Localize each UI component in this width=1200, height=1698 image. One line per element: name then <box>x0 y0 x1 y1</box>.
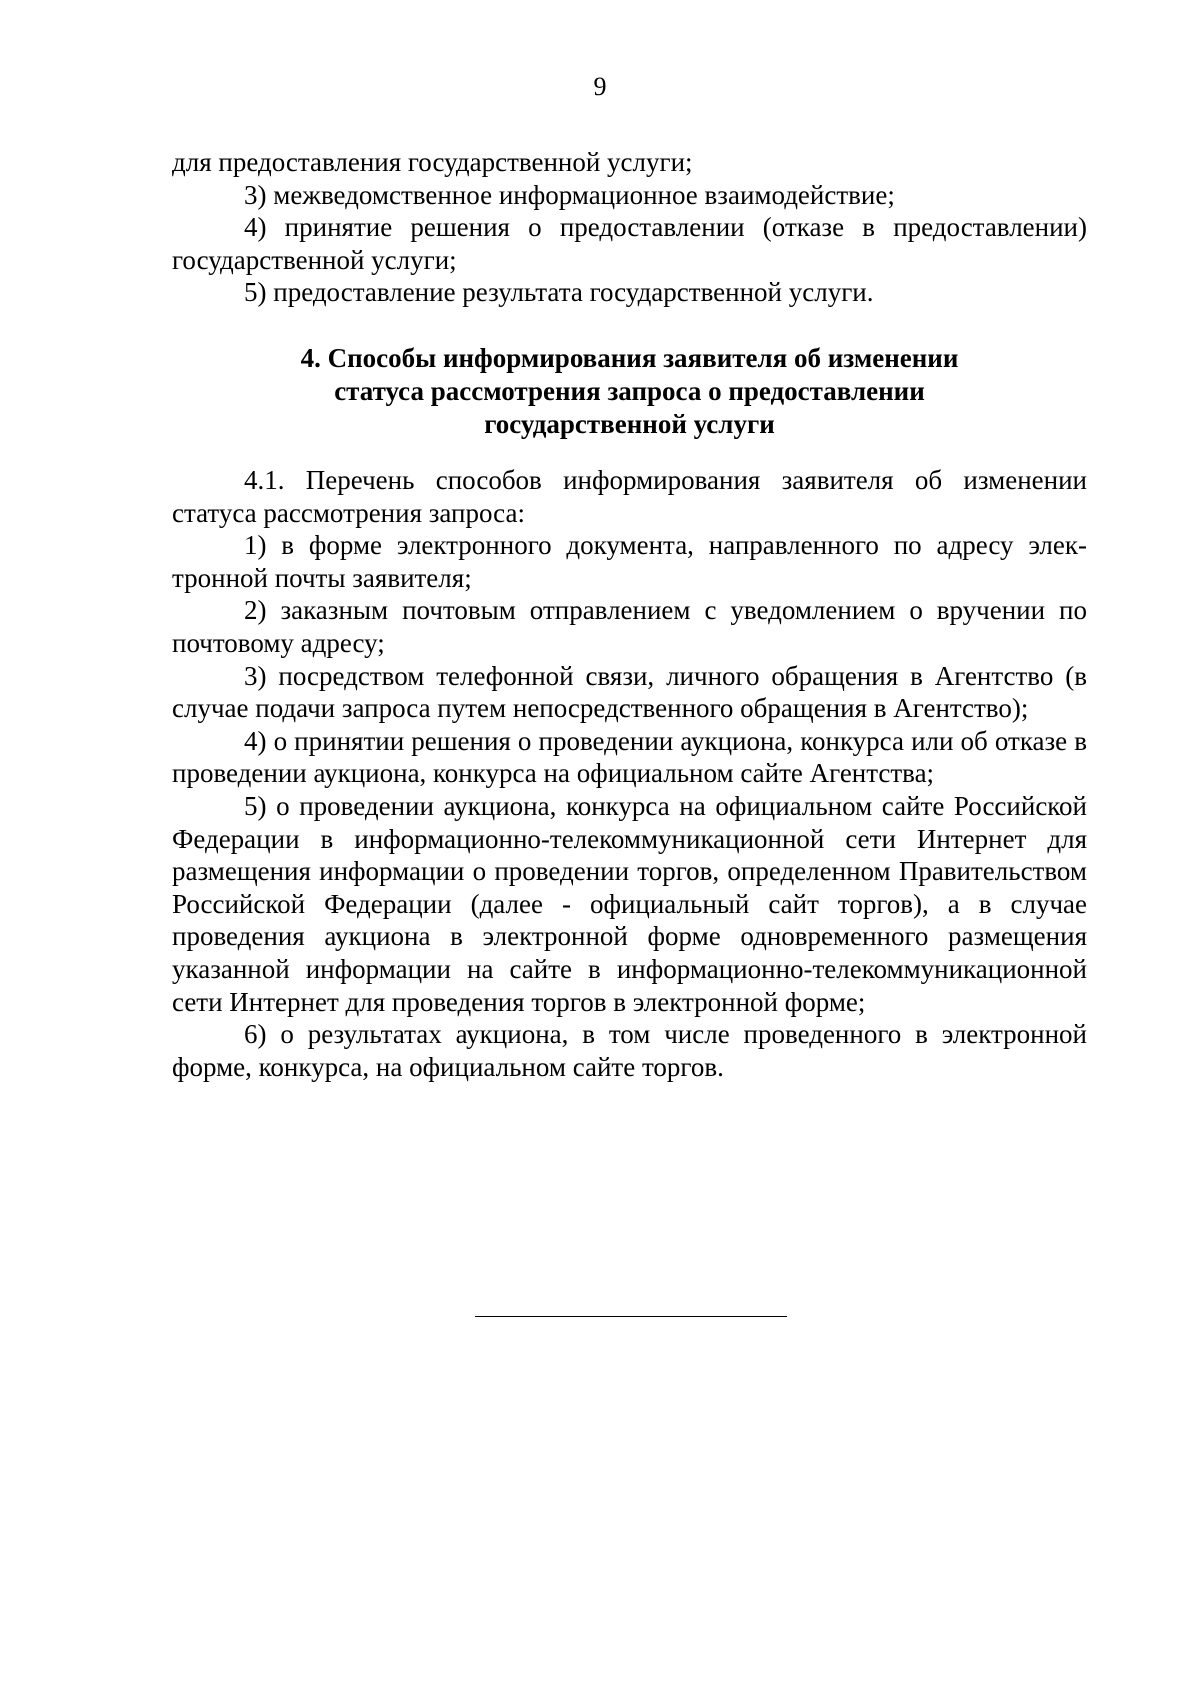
section-heading-line-3: государственной услуги <box>484 409 775 439</box>
intro-paragraph-4: 5) предоставление результата государственной услуги. <box>244 277 874 308</box>
list-item-4: 4) о принятии решения о проведении аукциона, конкурса или об отказе в проведении аукциона, конкурса на официальном сайте Агентства; <box>172 725 1087 789</box>
page-number: 9 <box>593 72 607 101</box>
list-item-2: 2) заказным почтовым отправлением с уведомлением о вручении по почтовому адресу; <box>172 595 1087 658</box>
list-item-3: 3) посредством телефонной связи, личного обращения в Агентство (в случае подачи запроса путем непосредственного обращения в Агентство); <box>172 660 1087 724</box>
section-heading-line-1: 4. Способы информирования заявителя об изменении <box>300 343 959 373</box>
section-heading-line-2: статуса рассмотрения запроса о предоставлении <box>334 376 925 406</box>
section-heading <box>172 342 1087 441</box>
intro-paragraph-1: для предоставления государственной услуги; <box>172 147 693 177</box>
intro-text-block <box>172 146 1087 309</box>
list-item-1: 1) в форме электронного документа, направленного по адресу электронной почты заявителя; <box>172 530 1087 593</box>
section-text-block <box>172 464 1087 1083</box>
intro-paragraph-2: 3) межведомственное информационное взаимодействие; <box>244 179 895 210</box>
intro-paragraph-3: 4) принятие решения о предоставлении (отказе в предоставлении) государственной услуги; <box>172 212 1087 275</box>
end-of-text-rule <box>475 1316 787 1317</box>
section-paragraph-4-1: 4.1. Перечень способов информирования заявителя об изменении статуса рассмотрения запроса: <box>172 465 1087 528</box>
list-item-5: 5) о проведении аукциона, конкурса на официальном сайте Российской Федерации в информационно-телекоммуникационной сети Интернет для размещения информации о проведении торгов, определенном Правительством Российской Федерации (далее - официальный сайт торгов), а в случае проведения аукциона в электронной форме одновременного размещения указанной информации на сайте в информационно-телекоммуникационной сети Интернет для проведения торгов в электронной форме; <box>172 790 1087 1017</box>
list-item-6: 6) о результатах аукциона, в том числе проведенного в электронной форме, конкурса, на официальном сайте торгов. <box>172 1019 1087 1082</box>
